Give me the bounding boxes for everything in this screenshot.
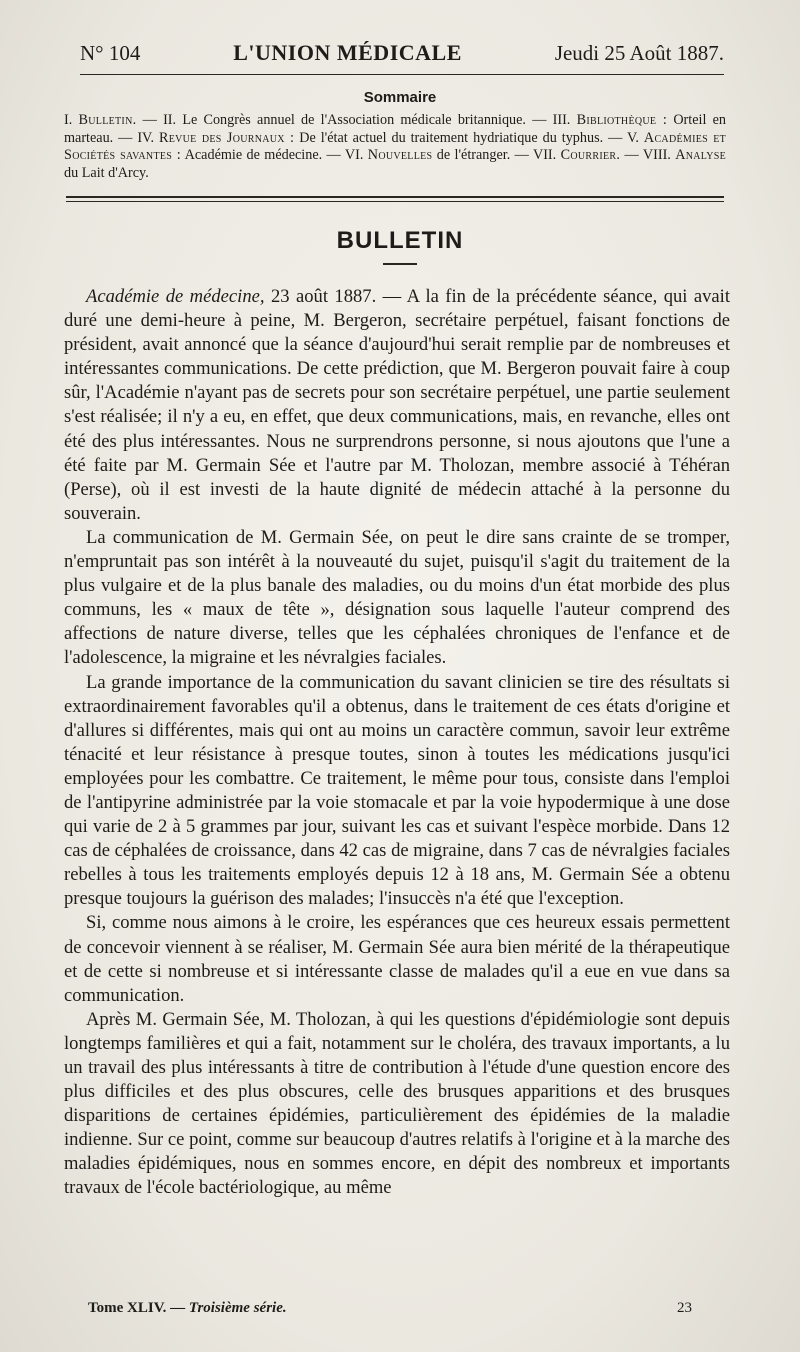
sommaire-item-text: Le Congrès annuel de l'Association médicale britannique. xyxy=(182,112,526,128)
sommaire-item-label: Revue des Journaux : xyxy=(158,129,295,146)
lead-italic: Académie de médecine, xyxy=(86,286,265,307)
sommaire-item-num: III. xyxy=(552,112,571,128)
volume-series xyxy=(88,1300,287,1317)
paragraph-text: 23 août 1887. — A la fin de la précédente séance, qui avait duré une demi-heure à peine, M. Bergeron, secrétaire perpétuel, faisant fonctions de président, avait annoncé que la séance d'aujourd'hui serait remplie par de nombreuses et intéressantes communications. De cette prédiction, que M. Bergeron pouvait faire à coup sûr, l'Académie n'ayant pas de secrets pour son secrétaire perpétuel, une partie seulement s'est réalisée; il n'y a eu, en effet, que deux communications, mais, en revanche, elles ont été des plus intéressantes. Nous ne surprendrons personne, si nous ajoutons que l'une a été faite par M. Germain Sée et l'autre par M. Tholozan, membre associé à Téhéran (Perse), où il est investi de la haute dignité de médecin attaché à la personne du souverain. xyxy=(64,286,731,524)
heading-underline xyxy=(383,263,417,265)
sommaire-item-num: II. xyxy=(163,112,177,128)
sommaire-item-text: Orteil en marteau. xyxy=(64,112,727,146)
sommaire-item-label: Nouvelles xyxy=(367,147,433,163)
article-paragraph xyxy=(64,285,730,526)
sommaire-item-text: du Lait d'Arcy. xyxy=(64,164,149,181)
sommaire-item-label: Bibliothèque : xyxy=(576,112,668,128)
page-footer xyxy=(88,1300,692,1317)
header-rule xyxy=(80,74,724,75)
sommaire-item-num: VI. xyxy=(344,147,364,163)
sommaire-item-num: V. xyxy=(626,129,639,146)
sommaire-title: Sommaire xyxy=(363,89,437,106)
sommaire-item-num: VIII. xyxy=(642,147,671,163)
sommaire-contents: I. Bulletin. — II. Le Congrès annuel de l'Association médicale britannique. — III. Bibliothèque : Orteil en marteau. — IV. Revue des Journaux : De l'état actuel du traitement hydriatique du typhus. — V. Académies et Sociétés savantes : Académie de médecine. — VI. Nouvelles de l'étranger. — VII. Courrier. — VIII. Analyse du Lait d'Arcy. xyxy=(64,112,727,181)
article-paragraph: La communication de M. Germain Sée, on peut le dire sans crainte de se tromper, n'empruntait pas son intérêt à la nouveauté du sujet, puisqu'il s'agit du traitement de la plus vulgaire et de la plus banale des maladies, ou du moins d'un état morbide des plus communs, les « maux de tête », désignation sous laquelle l'auteur comprend des affections de nature diverse, telles que les céphalées chroniques de l'enfance et de l'adolescence, la migraine et les névralgies faciales. xyxy=(64,526,730,669)
section-heading: BULLETIN xyxy=(336,227,464,254)
sommaire-item-text: de l'étranger. xyxy=(436,147,511,163)
sommaire-item-label: Académies et Sociétés savantes : xyxy=(64,129,727,163)
article-body xyxy=(64,285,730,1201)
page-number: 23 xyxy=(677,1300,692,1316)
page-header xyxy=(80,40,724,74)
article-paragraph: Si, comme nous aimons à le croire, les espérances que ces heureux essais permettent de concevoir viennent à se réaliser, M. Germain Sée aura bien mérité de la thérapeutique et de cette si nombreuse et si intéressante classe de malades qu'il a eue en vue dans sa communication. xyxy=(64,912,730,1006)
journal-title: L'UNION MÉDICALE xyxy=(233,40,462,65)
article-paragraph: Après M. Germain Sée, M. Tholozan, à qui les questions d'épidémiologie sont depuis longtemps familières et qui a fait, notamment sur le choléra, des travaux importants, a lu un travail des plus intéressants à titre de contribution à l'étude d'une question encore des plus difficiles et des plus obscures, celle des brusques apparitions et des brusques disparitions de certaines épidémies, particulièrement des épidémies de la maladie indienne. Sur ce point, comme sur beaucoup d'autres relatifs à l'origine et à la marche des maladies épidémiques, nous en sommes encore, en dépit des nombreux et importants travaux de l'école bactériologique, au même xyxy=(64,1008,730,1199)
sommaire-item-num: I. xyxy=(64,112,73,128)
issue-number: N° 104 xyxy=(80,41,141,65)
sommaire-item-num: IV. xyxy=(137,129,155,146)
sommaire-item-label: Courrier. xyxy=(560,147,621,163)
series-label: Troisième série. xyxy=(188,1300,287,1316)
sommaire-item-label: Bulletin. xyxy=(78,112,137,128)
sommaire-divider xyxy=(66,196,724,202)
issue-date: Jeudi 25 Août 1887. xyxy=(554,41,724,65)
tome-label: Tome XLIV. — xyxy=(88,1300,186,1316)
sommaire-item-text: De l'état actuel du traitement hydriatique du typhus. xyxy=(299,129,604,146)
sommaire-item-num: VII. xyxy=(532,147,557,163)
sommaire-item-text: Académie de médecine. xyxy=(184,147,323,163)
sommaire-item-label: Analyse xyxy=(675,147,727,163)
article-paragraph: La grande importance de la communication du savant clinicien se tire des résultats si extraordinairement favorables qu'il a obtenus, dans le traitement de ces états d'origine et d'allures si différentes, mais qui ont au moins un caractère commun, savoir leur extrême ténacité et leur résistance à presque toutes, sinon à toutes les médications jusqu'ici employées pour les combattre. Ce traitement, le même pour tous, consiste dans l'emploi de l'antipyrine administrée par la voie stomacale et par la voie hypodermique à une dose qui varie de 2 à 5 grammes par jour, suivant les cas et suivant l'espèce morbide. Dans 12 cas de céphalées de croissance, dans 42 cas de migraine, dans 7 cas de névralgies faciales rebelles à tous les traitements employés depuis 12 à 18 ans, M. Germain Sée a obtenu presque toujours la guérison des malades; l'insuccès n'a été que l'exception. xyxy=(64,671,730,910)
